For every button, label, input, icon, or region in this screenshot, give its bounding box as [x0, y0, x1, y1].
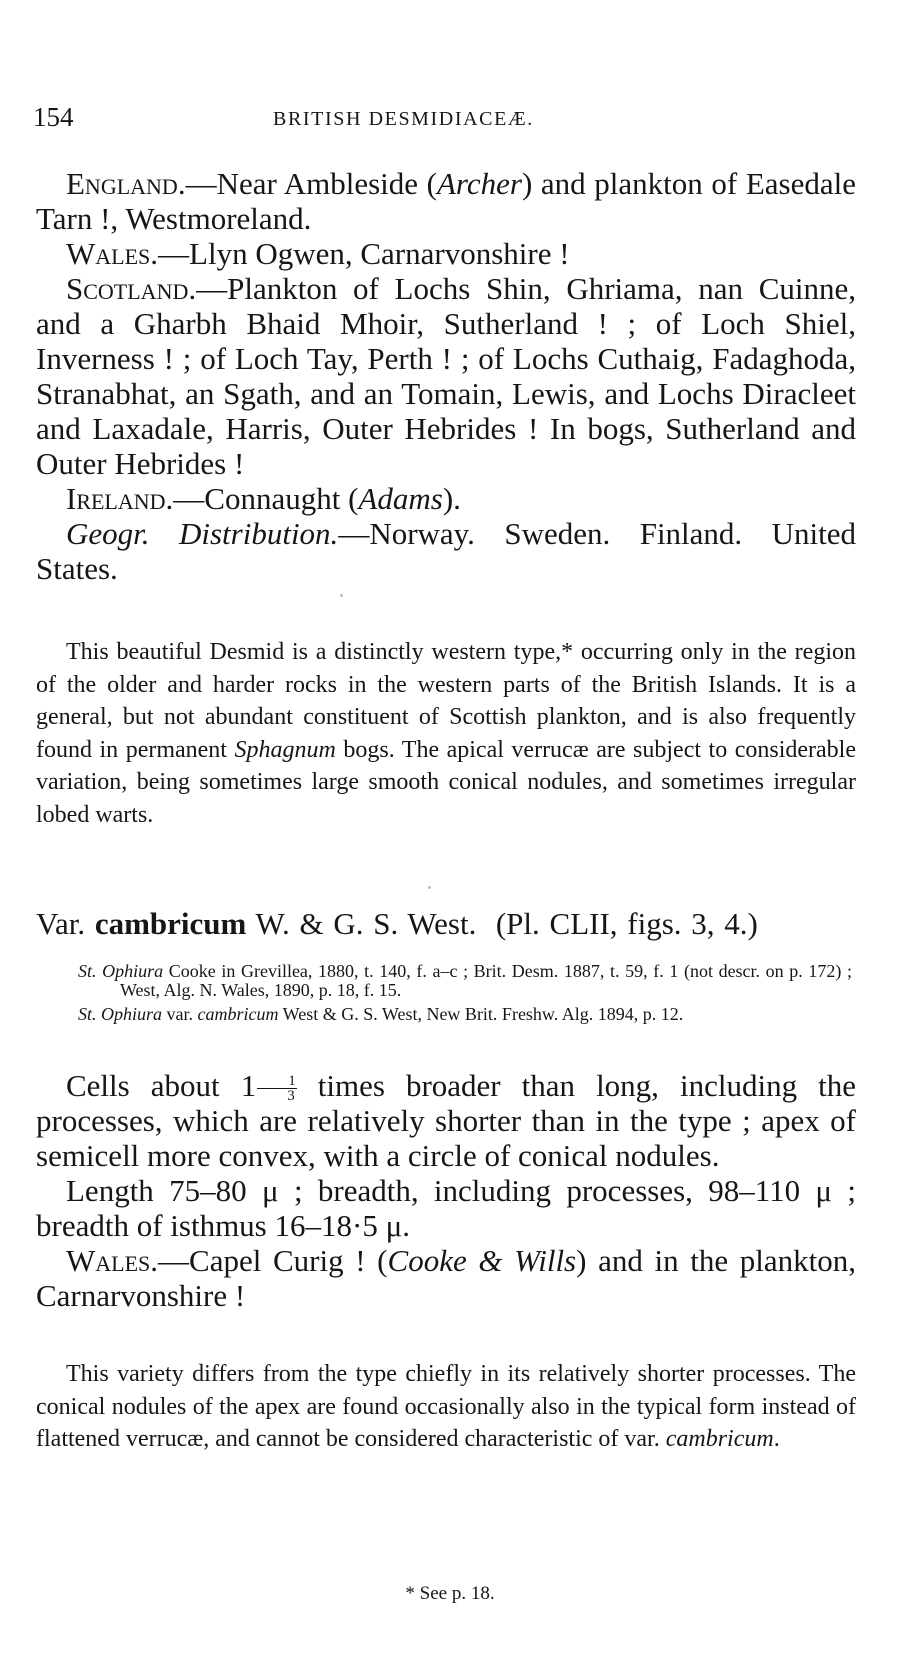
scotland-paragraph: Scotland.—Plankton of Lochs Shin, Ghriama, nan Cuinne, and a Gharbh Bhaid Mhoir, Sutherland ! ; of Loch Shiel, Inverness ! ; of Loch Tay, Perth ! ; of Lochs Cuthaig, Fadaghoda, Stranabhat, an Sgath, and an Tomain, Lewis, and Lochs Diracleet and Laxadale, Harris, Outer Hebrides ! In bogs, Sutherland and Outer Hebrides ! [36, 271, 856, 481]
wales-record: Wales.—Capel Curig ! (Cooke & Wills) and in the plankton, Carnarvonshire ! [36, 1243, 856, 1314]
note-paragraph-1: This beautiful Desmid is a distinctly western type,* occurring only in the region of the older and harder rocks in the western parts of the British Islands. It is a general, but not abundant constituent of Scottish plankton, and is also frequently found in permanent Sphagnum bogs. The apical verrucæ are subject to considerable variation, being sometimes large smooth conical nodules, and sometimes irregular lobed warts. [36, 639, 856, 828]
variety-authors: W. & G. S. West. [246, 906, 477, 941]
speck [340, 594, 343, 597]
fraction: $\frac{1}{3}$ [257, 1074, 297, 1103]
cambricum-term: cambricum [665, 1426, 774, 1452]
england-label: England. [66, 166, 186, 201]
distribution-block [36, 166, 856, 586]
speck [428, 886, 431, 889]
ireland-paragraph: Ireland.—Connaught (Adams). [66, 481, 461, 516]
collectors-cooke-wills: Cooke & Wills [387, 1243, 577, 1279]
geogr-label: Geogr. Distribution. [66, 516, 339, 551]
plate-reference: (Pl. CLII, figs. 3, 4.) [495, 906, 758, 941]
variety-heading: Var. cambricum W. & G. S. West. (Pl. CLII, figs. 3, 4.) [36, 906, 758, 941]
note-paragraph-2: This variety differs from the type chiefly in its relatively shorter processes. The conical nodules of the apex are found occasionally also in the typical form instead of flattened verrucæ, and cannot be considered characteristic of var. cambricum. [36, 1361, 856, 1452]
scotland-label: Scotland. [66, 271, 197, 306]
wales-label: Wales. [66, 236, 159, 271]
england-paragraph: England.—Near Ambleside (Archer) and plankton of Easedale Tarn !, Westmoreland. [36, 166, 856, 236]
variety-name: cambricum [94, 906, 247, 941]
sphagnum-term: Sphagnum [234, 736, 336, 763]
page-header [33, 102, 853, 142]
synonym-entry: St. Ophiura var. cambricum West & G. S. West, New Brit. Freshw. Alg. 1894, p. 12. [78, 1004, 684, 1024]
collector-archer: Archer [437, 166, 522, 201]
footnote: * See p. 18. [405, 1583, 495, 1604]
variety-description [36, 1068, 856, 1313]
page-number: 154 [33, 102, 74, 132]
ireland-label: Ireland. [66, 481, 174, 516]
running-head: BRITISH DESMIDIACEÆ. [273, 108, 534, 130]
collector-adams: Adams [358, 481, 443, 516]
cell-description: Cells about 1 $\frac{1}{3}$ times broader than long, including the processes, which are relatively shorter than in the type ; apex of semicell more convex, with a circle of conical nodules. [36, 1068, 856, 1174]
synonymy-block [78, 962, 852, 1024]
wales-paragraph: Wales.—Llyn Ogwen, Carnarvonshire ! [66, 236, 570, 271]
wales-label: Wales. [66, 1243, 159, 1279]
synonym-entry: St. Ophiura Cooke in Grevillea, 1880, t. 140, f. a–c ; Brit. Desm. 1887, t. 59, f. 1 (not descr. on p. 172) ; West, Alg. N. Wales, 1890, p. 18, f. 15. [78, 961, 852, 1000]
dimensions: Length 75–80 μ ; breadth, including processes, 98–110 μ ; breadth of isthmus 16–18·5 μ. [36, 1173, 856, 1244]
geographic-distribution: Geogr. Distribution.—Norway. Sweden. Finland. United States. [36, 516, 856, 586]
